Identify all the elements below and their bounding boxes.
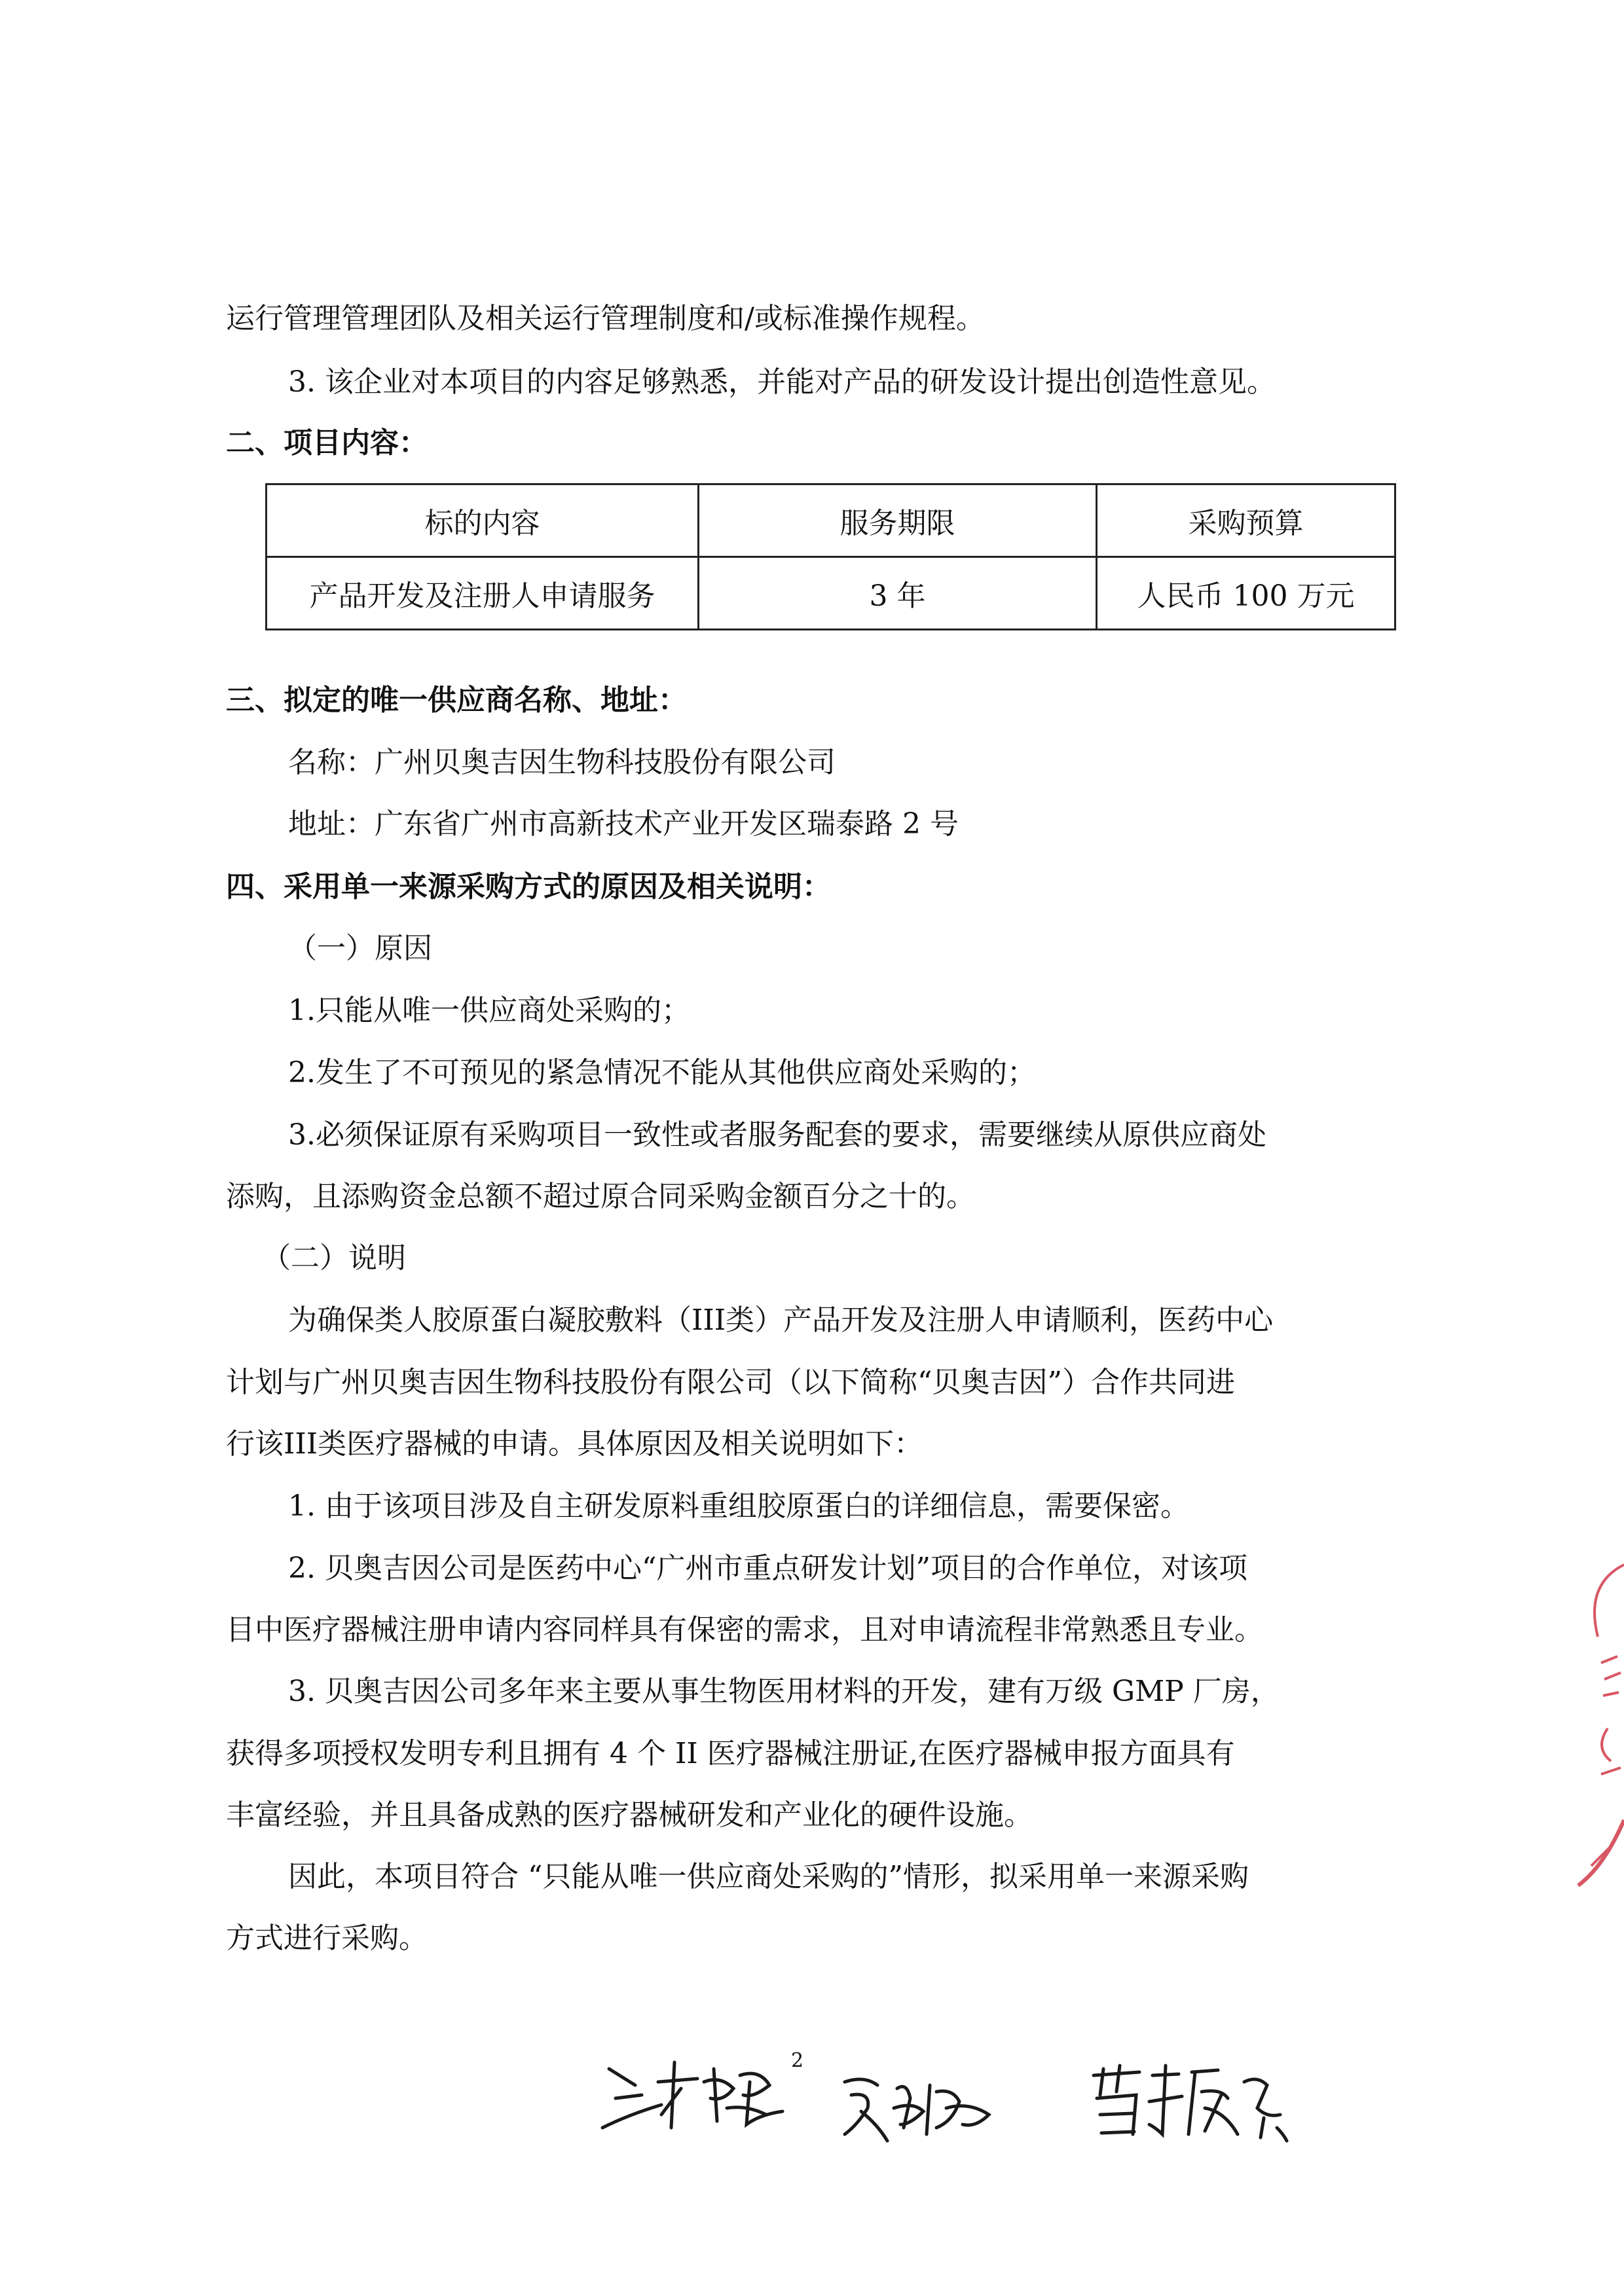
table-cell: 产品开发及注册人申请服务 — [267, 557, 699, 630]
body-paragraph: 1. 由于该项目涉及自主研发原料重组胶原蛋白的详细信息，需要保密。 — [288, 1489, 1189, 1523]
signature-1-icon — [589, 2049, 799, 2141]
body-paragraph: 方式进行采购。 — [226, 1922, 428, 1955]
body-paragraph: 丰富经验，并且具备成熟的医疗器械研发和产业化的硬件设施。 — [226, 1798, 1033, 1832]
body-paragraph: 3. 贝奥吉因公司多年来主要从事生物医用材料的开发，建有万级 GMP 厂房， — [288, 1675, 1280, 1708]
subsection-title: （一）原因 — [288, 932, 432, 965]
table-cell: 3 年 — [699, 557, 1097, 630]
table-header-cell: 标的内容 — [267, 484, 699, 557]
page-number: 2 — [791, 2049, 804, 2072]
body-paragraph: 为确保类人胶原蛋白凝胶敷料（III类）产品开发及注册人申请顺利，医药中心 — [288, 1303, 1274, 1337]
list-item: 1.只能从唯一供应商处采购的； — [288, 994, 690, 1027]
body-paragraph: 3. 该企业对本项目的内容足够熟悉，并能对产品的研发设计提出创造性意见。 — [288, 365, 1276, 399]
body-paragraph: 获得多项授权发明专利且拥有 4 个 II 医疗器械注册证,在医疗器械申报方面具有 — [226, 1737, 1235, 1770]
section-heading-3: 三、拟定的唯一供应商名称、地址： — [226, 683, 687, 717]
signature-2-icon — [832, 2062, 1008, 2154]
signature-3-icon — [1080, 2056, 1297, 2154]
table-cell: 人民币 100 万元 — [1097, 557, 1395, 630]
body-paragraph: 目中医疗器械注册申请内容同样具有保密的需求，且对申请流程非常熟悉且专业。 — [226, 1613, 1263, 1647]
table-header-cell: 采购预算 — [1097, 484, 1395, 557]
table-row — [267, 557, 1395, 630]
list-item: 2.发生了不可预见的紧急情况不能从其他供应商处采购的； — [288, 1056, 1036, 1089]
table-header-row — [267, 484, 1395, 557]
partial-red-stamp-icon — [1572, 1558, 1624, 1899]
supplier-name: 名称：广州贝奥吉因生物科技股份有限公司 — [288, 746, 836, 779]
supplier-address: 地址：广东省广州市高新技术产业开发区瑞泰路 2 号 — [288, 807, 959, 841]
body-paragraph: 因此，本项目符合 “只能从唯一供应商处采购的”情形，拟采用单一来源采购 — [288, 1860, 1249, 1893]
body-paragraph: 2. 贝奥吉因公司是医药中心“广州市重点研发计划”项目的合作单位，对该项 — [288, 1552, 1247, 1585]
list-item: 添购，且添购资金总额不超过原合同采购金额百分之十的。 — [226, 1180, 975, 1213]
body-paragraph: 行该III类医疗器械的申请。具体原因及相关说明如下： — [226, 1427, 923, 1461]
body-paragraph: 运行管理管理团队及相关运行管理制度和/或标准操作规程。 — [226, 302, 985, 335]
subsection-title: （二）说明 — [262, 1241, 406, 1275]
section-heading-2: 二、项目内容： — [226, 426, 428, 460]
list-item: 3.必须保证原有采购项目一致性或者服务配套的要求，需要继续从原供应商处 — [288, 1118, 1266, 1152]
body-paragraph: 计划与广州贝奥吉因生物科技股份有限公司（以下简称“贝奥吉因”）合作共同进 — [226, 1366, 1235, 1399]
table-header-cell: 服务期限 — [699, 484, 1097, 557]
project-content-table — [265, 483, 1396, 630]
section-heading-4: 四、采用单一来源采购方式的原因及相关说明： — [226, 870, 831, 903]
